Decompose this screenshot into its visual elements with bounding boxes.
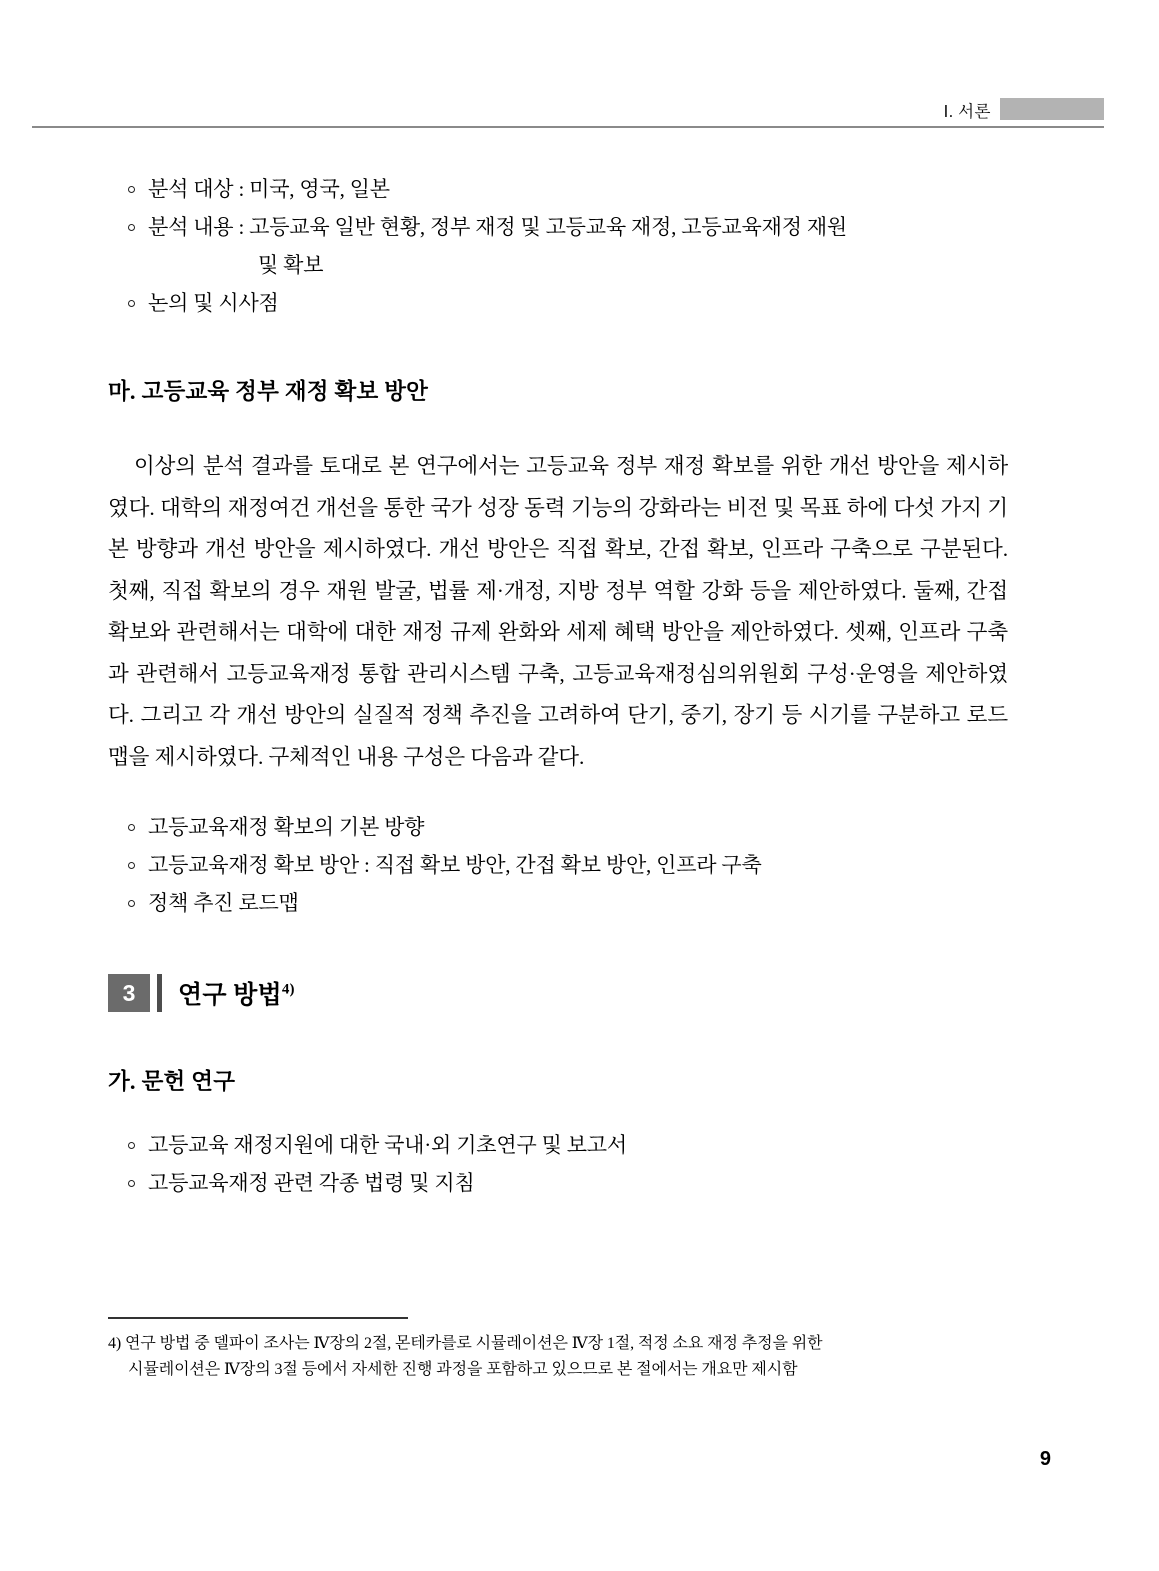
- footnote-reference: 4): [281, 981, 295, 998]
- list-item: 분석 내용 : 고등교육 일반 현황, 정부 재정 및 고등교육 재정, 고등교육재정 재원: [108, 208, 1008, 246]
- list-item: 분석 대상 : 미국, 영국, 일본: [108, 170, 1008, 208]
- list-item-continuation-text: 및 확보: [258, 253, 324, 277]
- list-item: 논의 및 시사점: [108, 284, 1008, 322]
- subheading-ma: 마. 고등교육 정부 재정 확보 방안: [108, 379, 429, 404]
- section-number-badge: 3: [108, 974, 150, 1012]
- list-item: 고등교육재정 확보 방안 : 직접 확보 방안, 간접 확보 방안, 인프라 구축: [108, 846, 1008, 884]
- header-divider: [32, 126, 1104, 128]
- section-title: [178, 975, 295, 1011]
- body-paragraph: 이상의 분석 결과를 토대로 본 연구에서는 고등교육 정부 재정 확보를 위한 개선 방안을 제시하였다. 대학의 재정여건 개선을 통한 국가 성장 동력 기능의 강화라는 비전 및 목표 하에 다섯 가지 기본 방향과 개선 방안을 제시하였다. 개선 방안은 직접 확보, 간접 확보, 인프라 구축으로 구분된다. 첫째, 직접 확보의 경우 재원 발굴, 법률 제·개정, 지방 정부 역할 강화 등을 제안하였다. 둘째, 간접 확보와 관련해서는 대학에 대한 재정 규제 완화와 세제 혜택 방안을 제안하였다. 셋째, 인프라 구축과 관련해서 고등교육재정 통합 관리시스템 구축, 고등교육재정심의위원회 구성·운영을 제안하였다. 그리고 각 개선 방안의 실질적 정책 추진을 고려하여 단기, 중기, 장기 등 시기를 구분하고 로드맵을 제시하였다. 구체적인 내용 구성은 다음과 같다.: [108, 454, 1008, 769]
- page-content: [108, 170, 1008, 1202]
- list-item: 고등교육 재정지원에 대한 국내·외 기초연구 및 보고서: [108, 1126, 1008, 1164]
- bottom-bullet-list: [108, 1126, 1008, 1202]
- section-heading-3: [108, 974, 1008, 1012]
- list-item: 고등교육재정 확보의 기본 방향: [108, 808, 1008, 846]
- list-item: 정책 추진 로드맵: [108, 884, 1008, 922]
- footnote-line-2: 시뮬레이션은 Ⅳ장의 3절 등에서 자세한 진행 과정을 포함하고 있으므로 본 절에서는 개요만 제시함: [128, 1360, 798, 1378]
- section-accent-bar: [157, 974, 162, 1012]
- footnote-text: [108, 1331, 1008, 1383]
- header-decoration-block: [1000, 98, 1104, 120]
- section-title-text: 연구 방법: [178, 982, 282, 1009]
- chapter-label: Ⅰ. 서론: [943, 102, 991, 121]
- footnote-divider: [108, 1317, 408, 1319]
- list-item: 고등교육재정 관련 각종 법령 및 지침: [108, 1164, 1008, 1202]
- running-header: [0, 98, 1159, 132]
- footnote-line-1: 4) 연구 방법 중 델파이 조사는 Ⅳ장의 2절, 몬테카를로 시뮬레이션은 Ⅳ장 1절, 적정 소요 재정 추정을 위한: [108, 1334, 823, 1352]
- list-item-continuation: [108, 246, 1008, 284]
- footnote-area: [108, 1317, 1008, 1383]
- page-number: 9: [1039, 1448, 1051, 1470]
- subheading-ga: 가. 문헌 연구: [108, 1069, 236, 1094]
- top-bullet-list: [108, 170, 1008, 322]
- mid-bullet-list: [108, 808, 1008, 922]
